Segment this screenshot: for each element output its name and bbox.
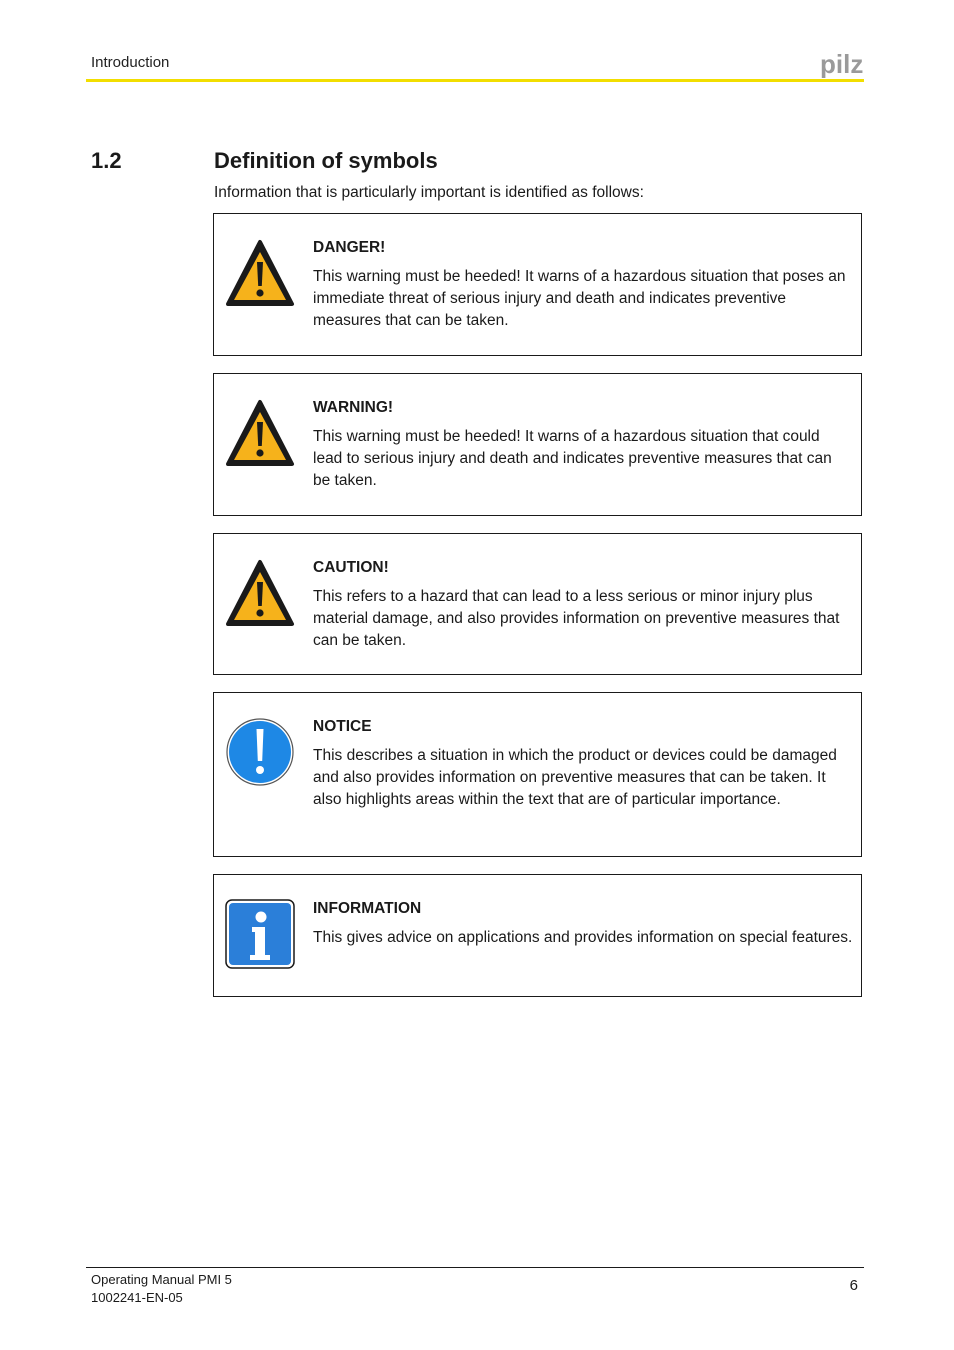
notice-box [213, 692, 862, 857]
notice-text: This describes a situation in which the product or devices could be damaged and also provides information on preventive measures that can be taken. It also highlights areas within the text that are of particular importance. [313, 747, 837, 808]
section-title: Definition of symbols [214, 148, 438, 173]
information-box [213, 874, 862, 997]
warning-triangle-icon [225, 558, 295, 628]
caution-title: CAUTION! [313, 559, 389, 576]
information-icon [225, 899, 295, 969]
pilz-logo [820, 50, 864, 78]
section-intro: Information that is particularly important is identified as follows: [214, 184, 644, 201]
footer-manual-title: Operating Manual PMI 5 [91, 1272, 232, 1287]
information-text: This gives advice on applications and provides information on special features. [313, 929, 853, 946]
warning-triangle-icon [225, 238, 295, 308]
notice-exclamation-circle-icon [225, 717, 295, 787]
footer-rule [86, 1267, 864, 1268]
notice-title: NOTICE [313, 718, 372, 735]
warning-title: WARNING! [313, 399, 394, 416]
caution-text: This refers to a hazard that can lead to a less serious or minor injury plus material damage, and also provides information on preventive measures that can be taken. [313, 588, 840, 649]
svg-text:pilz: pilz [820, 50, 864, 78]
header-section-title: Introduction [91, 54, 170, 71]
warning-box [213, 373, 862, 516]
header-rule [86, 79, 864, 82]
footer-doc-number: 1002241-EN-05 [91, 1290, 183, 1305]
information-title: INFORMATION [313, 900, 422, 917]
warning-text: This warning must be heeded! It warns of a hazardous situation that could lead to serious injury and death and indicates preventive measures that can be taken. [313, 428, 832, 489]
warning-triangle-icon [225, 398, 295, 468]
page-header [86, 0, 864, 84]
page-number: 6 [849, 1277, 858, 1294]
caution-box [213, 533, 862, 675]
danger-title: DANGER! [313, 239, 386, 256]
danger-box [213, 213, 862, 356]
section-number: 1.2 [91, 148, 122, 173]
danger-text: This warning must be heeded! It warns of a hazardous situation that poses an immediate threat of serious injury and death and indicates preventive measures that can be taken. [313, 268, 846, 329]
